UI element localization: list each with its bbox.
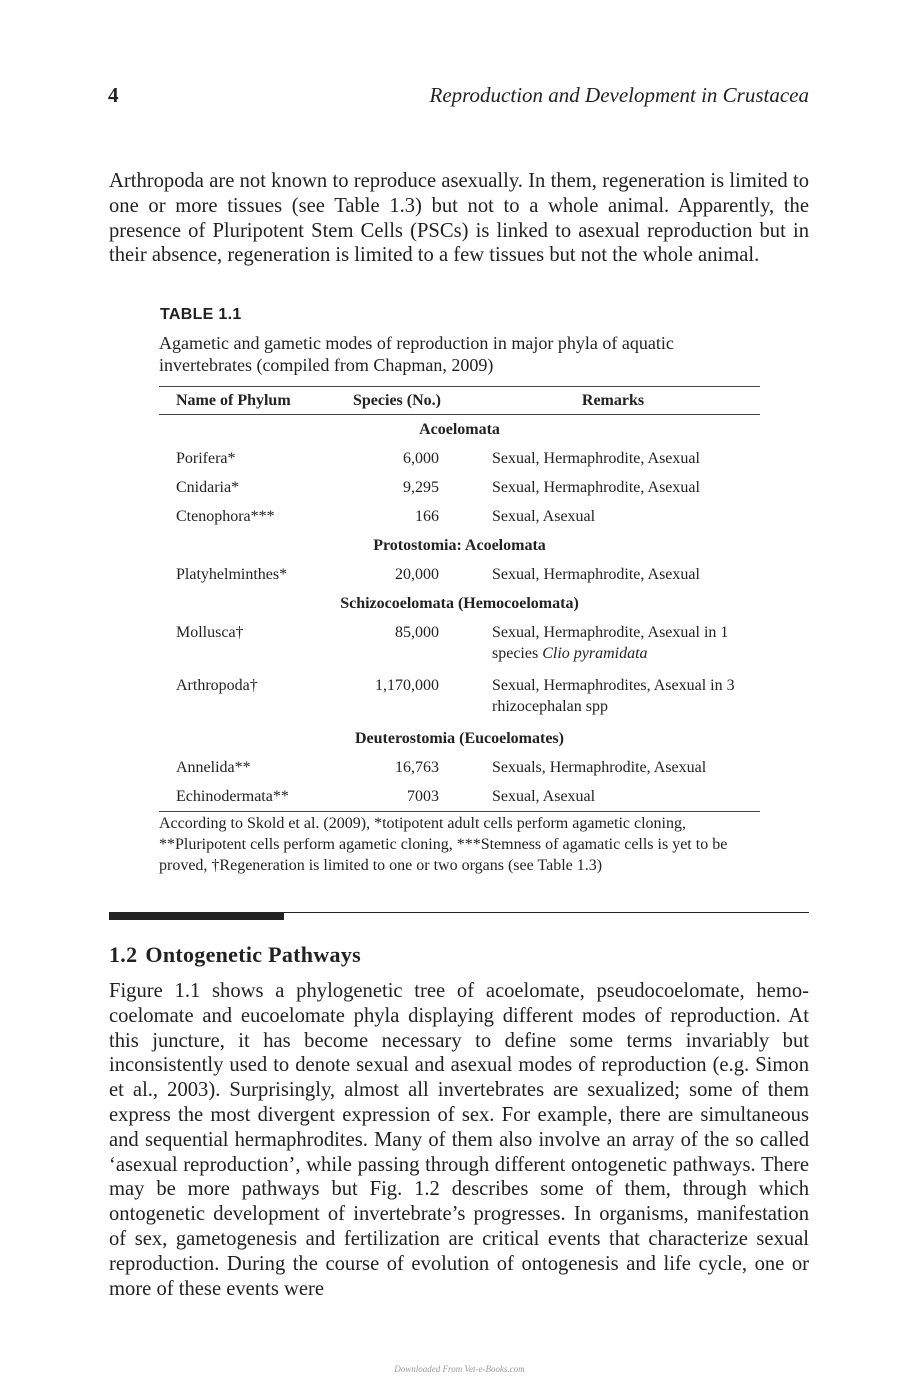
species-count: 7003 — [328, 782, 466, 812]
phylum-name: Echinodermata** — [159, 782, 328, 812]
phylum-name: Annelida** — [176, 759, 251, 776]
table-block — [159, 306, 760, 876]
table-row — [159, 502, 760, 531]
species-count: 16,763 — [395, 759, 439, 776]
phyla-table — [159, 386, 760, 812]
species-count: 166 — [415, 508, 439, 525]
section-number: 1.2 — [109, 942, 138, 967]
table-row — [159, 560, 760, 589]
species-count: 1,170,000 — [375, 677, 439, 694]
remarks: Sexual, Hermaphrodite, Asexual — [492, 479, 700, 496]
remarks: Sexual, Asexual — [492, 508, 596, 525]
table-row — [159, 618, 760, 671]
column-header-species: Species (No.) — [328, 387, 466, 415]
remarks — [466, 618, 760, 671]
phylum-name: Ctenophora*** — [176, 508, 275, 525]
remarks: Sexual, Hermaphrodite, Asexual — [492, 566, 700, 583]
species-count: 20,000 — [395, 566, 439, 583]
group-title: Schizocoelomata (Hemocoelomata) — [340, 595, 579, 612]
footer-watermark: Downloaded From Vet-e-Books.com — [394, 1364, 525, 1374]
phylum-name: Cnidaria* — [176, 479, 240, 496]
phylum-name: Porifera* — [176, 450, 236, 467]
table-row — [159, 753, 760, 782]
group-title: Protostomia: Acoelomata — [373, 537, 546, 554]
table-header-row — [159, 387, 760, 415]
remarks: Sexual, Asexual — [466, 782, 760, 812]
remarks: Sexual, Hermaphrodites, Asexual in 3 rhizocephalan spp — [492, 677, 735, 715]
species-name: Clio pyramidata — [542, 645, 648, 662]
remarks: Sexual, Hermaphrodite, Asexual — [492, 450, 700, 467]
group-row — [159, 724, 760, 753]
species-count: 85,000 — [395, 624, 439, 641]
table-row — [159, 782, 760, 812]
group-row — [159, 531, 760, 560]
section-heading — [109, 942, 361, 968]
phylum-name: Mollusca† — [176, 624, 244, 641]
remarks-text: Sexual, Hermaphrodite, Asexual in 1 species — [492, 624, 729, 662]
remarks: Sexuals, Hermaphrodite, Asexual — [492, 759, 707, 776]
table-label: TABLE 1.1 — [160, 306, 242, 323]
table-row — [159, 671, 760, 724]
page-number: 4 — [108, 83, 119, 107]
species-count: 9,295 — [403, 479, 439, 496]
table-row — [159, 444, 760, 473]
column-header-remarks: Remarks — [466, 387, 760, 415]
group-title: Deuterostomia (Eucoelomates) — [355, 730, 564, 747]
phylum-name: Arthropoda† — [176, 677, 258, 694]
intro-paragraph: Arthropoda are not known to reproduce asexually. In them, regeneration is limited to one or more tissues (see Table 1.3) but not to a whole animal. Apparently, the presence of Pluripotent Stem Cells (PSCs) is linked to asexual reproduction but in their absence, regeneration is limited to a few tissues but not the whole animal. — [109, 170, 809, 267]
species-count: 6,000 — [403, 450, 439, 467]
section-paragraph: Figure 1.1 shows a phylogenetic tree of acoelomate, pseudocoelomate, hemocoelomate and eucoelomate phyla displaying different modes of reproduction. At this juncture, it has become necessary to define some terms invariably but inconsistently used to denote sexual and asexual modes of reproduction (e.g. Simon et al., 2003). Surprisingly, almost all invertebrates are sexualized; some of them express the most divergent expression of sex. For example, there are simultaneous and sequential hermaphrodites. Many of them also involve an array of the so called ‘asexual reproduction’, while passing through different ontogenetic pathways. There may be more pathways but Fig. 1.2 describes some of them, through which ontogenetic development of invertebrate’s progresses. In organisms, manifestation of sex, gametogenesis and fertilization are critical events that characterize sexual reproduction. During the course of evolution of ontogenesis and life cycle, one or more of these events were — [109, 980, 809, 1300]
group-row — [159, 415, 760, 445]
group-row — [159, 589, 760, 618]
table-footnote: According to Skold et al. (2009), *totipotent adult cells perform agametic cloning, **Pluripotent cells perform agametic cloning, ***Stemness of agamatic cells is yet to be proved, †Regeneration is limited to one or two organs (see Table 1.3) — [159, 815, 728, 874]
section-title: Ontogenetic Pathways — [145, 942, 361, 967]
running-title: Reproduction and Development in Crustacea — [429, 83, 809, 107]
table-row — [159, 473, 760, 502]
section-divider-accent — [109, 913, 284, 920]
column-header-phylum: Name of Phylum — [159, 387, 328, 415]
group-title: Acoelomata — [419, 421, 500, 438]
phylum-name: Platyhelminthes* — [176, 566, 288, 583]
table-caption: Agametic and gametic modes of reproduction in major phyla of aquatic invertebrates (compiled from Chapman, 2009) — [159, 333, 674, 375]
